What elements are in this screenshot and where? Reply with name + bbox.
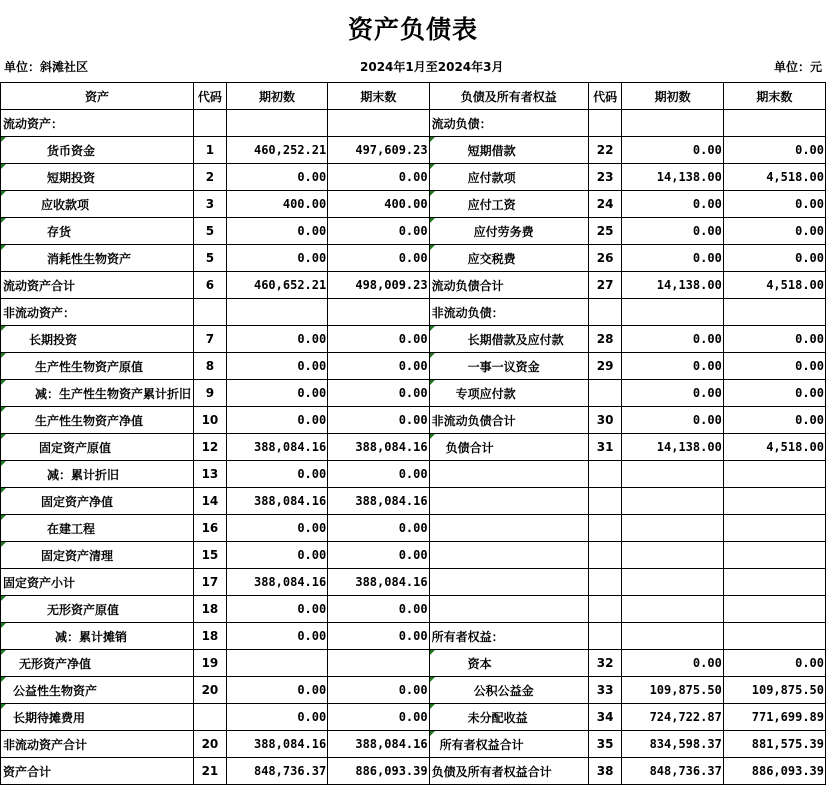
asset-opening-cell[interactable]: 388,084.16 (226, 569, 327, 596)
table-row (1, 164, 826, 191)
asset-code-cell[interactable]: 16 (194, 515, 227, 542)
asset-item-cell[interactable]: 生产性生物资产净值 (1, 407, 194, 434)
asset-closing-cell[interactable]: 388,084.16 (328, 488, 429, 515)
liability-code-cell[interactable]: 35 (588, 731, 622, 758)
asset-closing-cell[interactable]: 0.00 (328, 704, 429, 731)
asset-item-cell[interactable]: 固定资产净值 (1, 488, 194, 515)
liability-opening-cell[interactable]: 14,138.00 (622, 272, 723, 299)
liability-code-cell[interactable] (588, 542, 622, 569)
asset-opening-cell[interactable]: 0.00 (226, 353, 327, 380)
liability-item-cell[interactable] (429, 542, 588, 569)
asset-closing-cell[interactable] (328, 299, 429, 326)
liability-item-cell[interactable]: 一事一议资金 (429, 353, 588, 380)
liability-opening-cell[interactable]: 0.00 (622, 191, 723, 218)
asset-opening-cell[interactable] (226, 299, 327, 326)
table-row (1, 272, 826, 299)
liability-code-cell[interactable] (588, 299, 622, 326)
asset-code-cell[interactable] (194, 299, 227, 326)
asset-item-cell[interactable]: 长期待摊费用 (1, 704, 194, 731)
liability-code-cell[interactable] (588, 596, 622, 623)
liability-item-cell[interactable]: 公积公益金 (429, 677, 588, 704)
liability-opening-cell[interactable]: 0.00 (622, 380, 723, 407)
liability-item-cell[interactable]: 流动负债： (429, 110, 588, 137)
asset-code-cell[interactable]: 8 (194, 353, 227, 380)
liability-opening-cell[interactable]: 0.00 (622, 218, 723, 245)
asset-opening-cell[interactable]: 388,084.16 (226, 434, 327, 461)
asset-opening-cell[interactable]: 0.00 (226, 677, 327, 704)
liability-closing-cell[interactable] (723, 542, 825, 569)
table-row (1, 542, 826, 569)
asset-closing-cell[interactable]: 388,084.16 (328, 434, 429, 461)
table-row (1, 758, 826, 785)
liability-closing-cell[interactable]: 4,518.00 (723, 164, 825, 191)
asset-item-cell[interactable]: 短期投资 (1, 164, 194, 191)
liability-closing-cell[interactable] (723, 596, 825, 623)
liability-code-cell[interactable]: 27 (588, 272, 622, 299)
table-row (1, 461, 826, 488)
liability-code-cell[interactable] (588, 515, 622, 542)
header-opening[interactable]: 期初数 (226, 83, 327, 110)
liability-opening-cell[interactable]: 724,722.87 (622, 704, 723, 731)
liability-opening-cell[interactable]: 0.00 (622, 407, 723, 434)
liability-opening-cell[interactable] (622, 623, 723, 650)
asset-code-cell[interactable]: 9 (194, 380, 227, 407)
table-row (1, 704, 826, 731)
liability-item-cell[interactable] (429, 569, 588, 596)
liability-opening-cell[interactable] (622, 542, 723, 569)
asset-code-cell[interactable]: 13 (194, 461, 227, 488)
header-opening-2[interactable]: 期初数 (622, 83, 723, 110)
asset-item-cell[interactable]: 消耗性生物资产 (1, 245, 194, 272)
asset-opening-cell[interactable]: 0.00 (226, 596, 327, 623)
liability-code-cell[interactable] (588, 569, 622, 596)
report-title: 资产负债表 (347, 15, 478, 44)
liability-closing-cell[interactable]: 0.00 (723, 650, 825, 677)
asset-code-cell[interactable]: 12 (194, 434, 227, 461)
asset-opening-cell[interactable]: 460,652.21 (226, 272, 327, 299)
asset-closing-cell[interactable]: 388,084.16 (328, 569, 429, 596)
liability-code-cell[interactable] (588, 110, 622, 137)
asset-code-cell[interactable]: 14 (194, 488, 227, 515)
asset-item-cell[interactable]: 无形资产净值 (1, 650, 194, 677)
liability-code-cell[interactable] (588, 623, 622, 650)
currency-label: 单位：元 (773, 60, 822, 74)
liability-code-cell[interactable]: 22 (588, 137, 622, 164)
liability-closing-cell[interactable]: 0.00 (723, 218, 825, 245)
asset-opening-cell[interactable]: 0.00 (226, 704, 327, 731)
liability-code-cell[interactable]: 29 (588, 353, 622, 380)
liability-item-cell[interactable] (429, 515, 588, 542)
asset-opening-cell[interactable]: 388,084.16 (226, 731, 327, 758)
liability-opening-cell[interactable] (622, 488, 723, 515)
liability-code-cell[interactable]: 30 (588, 407, 622, 434)
header-closing-2[interactable]: 期末数 (723, 83, 825, 110)
liability-item-cell[interactable]: 应交税费 (429, 245, 588, 272)
liability-item-cell[interactable]: 长期借款及应付款 (429, 326, 588, 353)
liability-closing-cell[interactable]: 4,518.00 (723, 272, 825, 299)
asset-code-cell[interactable]: 1 (194, 137, 227, 164)
liability-opening-cell[interactable]: 0.00 (622, 650, 723, 677)
liability-code-cell[interactable]: 23 (588, 164, 622, 191)
liability-opening-cell[interactable]: 0.00 (622, 137, 723, 164)
asset-closing-cell[interactable] (328, 110, 429, 137)
asset-item-cell[interactable]: 无形资产原值 (1, 596, 194, 623)
asset-code-cell[interactable]: 18 (194, 623, 227, 650)
liability-opening-cell[interactable]: 109,875.50 (622, 677, 723, 704)
liability-code-cell[interactable]: 34 (588, 704, 622, 731)
table-row (1, 137, 826, 164)
asset-code-cell[interactable]: 5 (194, 218, 227, 245)
asset-item-cell[interactable]: 存货 (1, 218, 194, 245)
table-row (1, 677, 826, 704)
liability-code-cell[interactable]: 32 (588, 650, 622, 677)
liability-closing-cell[interactable]: 0.00 (723, 353, 825, 380)
asset-opening-cell[interactable]: 0.00 (226, 380, 327, 407)
asset-closing-cell[interactable]: 388,084.16 (328, 731, 429, 758)
liability-item-cell[interactable]: 应付劳务费 (429, 218, 588, 245)
liability-closing-cell[interactable] (723, 623, 825, 650)
liability-code-cell[interactable]: 26 (588, 245, 622, 272)
asset-opening-cell[interactable]: 0.00 (226, 164, 327, 191)
asset-opening-cell[interactable]: 460,252.21 (226, 137, 327, 164)
asset-closing-cell[interactable]: 0.00 (328, 515, 429, 542)
asset-code-cell[interactable]: 5 (194, 245, 227, 272)
liability-closing-cell[interactable] (723, 299, 825, 326)
liability-item-cell[interactable]: 资本 (429, 650, 588, 677)
liability-opening-cell[interactable]: 0.00 (622, 245, 723, 272)
asset-code-cell[interactable]: 19 (194, 650, 227, 677)
table-row (1, 245, 826, 272)
asset-opening-cell[interactable]: 0.00 (226, 623, 327, 650)
asset-closing-cell[interactable]: 0.00 (328, 218, 429, 245)
asset-code-cell[interactable]: 18 (194, 596, 227, 623)
asset-code-cell[interactable] (194, 704, 227, 731)
asset-closing-cell[interactable]: 497,609.23 (328, 137, 429, 164)
liability-code-cell[interactable]: 33 (588, 677, 622, 704)
asset-item-cell[interactable]: 应收款项 (1, 191, 194, 218)
liability-code-cell[interactable] (588, 488, 622, 515)
liability-item-cell[interactable]: 所有者权益： (429, 623, 588, 650)
asset-code-cell[interactable]: 7 (194, 326, 227, 353)
liability-code-cell[interactable]: 38 (588, 758, 622, 785)
header-asset[interactable]: 资产 (1, 83, 194, 110)
table-row (1, 434, 826, 461)
liability-item-cell[interactable]: 短期借款 (429, 137, 588, 164)
liability-item-cell[interactable]: 非流动负债： (429, 299, 588, 326)
asset-opening-cell[interactable]: 848,736.37 (226, 758, 327, 785)
liability-opening-cell[interactable] (622, 461, 723, 488)
asset-item-cell[interactable]: 流动资产： (1, 110, 194, 137)
liability-closing-cell[interactable]: 0.00 (723, 326, 825, 353)
liability-item-cell[interactable]: 应付款项 (429, 164, 588, 191)
table-row (1, 488, 826, 515)
asset-item-cell[interactable]: 生产性生物资产原值 (1, 353, 194, 380)
liability-code-cell[interactable]: 25 (588, 218, 622, 245)
asset-item-cell[interactable]: 非流动资产合计 (1, 731, 194, 758)
liability-closing-cell[interactable]: 0.00 (723, 407, 825, 434)
asset-opening-cell[interactable]: 0.00 (226, 326, 327, 353)
liability-item-cell[interactable]: 未分配收益 (429, 704, 588, 731)
asset-item-cell[interactable]: 长期投资 (1, 326, 194, 353)
asset-item-cell[interactable]: 减：生产性生物资产累计折旧 (1, 380, 194, 407)
asset-closing-cell[interactable]: 498,009.23 (328, 272, 429, 299)
liability-item-cell[interactable] (429, 488, 588, 515)
asset-item-cell[interactable]: 在建工程 (1, 515, 194, 542)
liability-item-cell[interactable] (429, 596, 588, 623)
asset-closing-cell[interactable]: 0.00 (328, 245, 429, 272)
liability-item-cell[interactable]: 应付工资 (429, 191, 588, 218)
asset-closing-cell[interactable]: 0.00 (328, 542, 429, 569)
asset-code-cell[interactable]: 20 (194, 731, 227, 758)
asset-item-cell[interactable]: 非流动资产： (1, 299, 194, 326)
report-period: 2024年1月至2024年3月 (360, 60, 504, 74)
liability-closing-cell[interactable]: 886,093.39 (723, 758, 825, 785)
asset-closing-cell[interactable]: 0.00 (328, 353, 429, 380)
liability-closing-cell[interactable] (723, 488, 825, 515)
liability-opening-cell[interactable]: 14,138.00 (622, 164, 723, 191)
table-row (1, 569, 826, 596)
asset-code-cell[interactable]: 10 (194, 407, 227, 434)
liability-closing-cell[interactable]: 0.00 (723, 380, 825, 407)
liability-closing-cell[interactable] (723, 110, 825, 137)
asset-closing-cell[interactable]: 0.00 (328, 623, 429, 650)
asset-closing-cell[interactable]: 0.00 (328, 164, 429, 191)
asset-item-cell[interactable]: 固定资产清理 (1, 542, 194, 569)
liability-closing-cell[interactable] (723, 569, 825, 596)
liability-item-cell[interactable]: 负债合计 (429, 434, 588, 461)
asset-item-cell[interactable]: 减：累计摊销 (1, 623, 194, 650)
liability-closing-cell[interactable] (723, 461, 825, 488)
liability-code-cell[interactable]: 24 (588, 191, 622, 218)
asset-item-cell[interactable]: 货币资金 (1, 137, 194, 164)
asset-closing-cell[interactable]: 400.00 (328, 191, 429, 218)
liability-closing-cell[interactable]: 0.00 (723, 191, 825, 218)
asset-opening-cell[interactable] (226, 110, 327, 137)
asset-opening-cell[interactable]: 0.00 (226, 515, 327, 542)
liability-closing-cell[interactable] (723, 515, 825, 542)
asset-code-cell[interactable]: 15 (194, 542, 227, 569)
asset-closing-cell[interactable]: 0.00 (328, 407, 429, 434)
asset-code-cell[interactable]: 17 (194, 569, 227, 596)
header-row (1, 83, 826, 110)
table-row (1, 299, 826, 326)
asset-item-cell[interactable]: 固定资产原值 (1, 434, 194, 461)
liability-item-cell[interactable]: 非流动负债合计 (429, 407, 588, 434)
asset-opening-cell[interactable]: 388,084.16 (226, 488, 327, 515)
liability-item-cell[interactable] (429, 461, 588, 488)
table-row (1, 623, 826, 650)
unit-label: 单位：斜滩社区 (4, 60, 89, 74)
header-liability[interactable]: 负债及所有者权益 (429, 83, 588, 110)
header-code-2[interactable]: 代码 (588, 83, 622, 110)
table-row (1, 218, 826, 245)
liability-opening-cell[interactable] (622, 299, 723, 326)
liability-opening-cell[interactable]: 0.00 (622, 353, 723, 380)
liability-closing-cell[interactable]: 0.00 (723, 245, 825, 272)
asset-closing-cell[interactable]: 0.00 (328, 596, 429, 623)
liability-opening-cell[interactable] (622, 515, 723, 542)
liability-code-cell[interactable] (588, 380, 622, 407)
asset-item-cell[interactable]: 流动资产合计 (1, 272, 194, 299)
asset-code-cell[interactable] (194, 110, 227, 137)
header-code[interactable]: 代码 (194, 83, 227, 110)
liability-closing-cell[interactable]: 771,699.89 (723, 704, 825, 731)
liability-opening-cell[interactable] (622, 569, 723, 596)
asset-opening-cell[interactable]: 0.00 (226, 245, 327, 272)
liability-item-cell[interactable]: 流动负债合计 (429, 272, 588, 299)
table-row (1, 650, 826, 677)
asset-code-cell[interactable]: 2 (194, 164, 227, 191)
liability-closing-cell[interactable]: 0.00 (723, 137, 825, 164)
asset-closing-cell[interactable]: 0.00 (328, 326, 429, 353)
liability-opening-cell[interactable]: 0.00 (622, 326, 723, 353)
table-row (1, 110, 826, 137)
asset-closing-cell[interactable]: 0.00 (328, 380, 429, 407)
table-row (1, 326, 826, 353)
asset-closing-cell[interactable]: 0.00 (328, 461, 429, 488)
table-row (1, 353, 826, 380)
liability-opening-cell[interactable] (622, 596, 723, 623)
asset-item-cell[interactable]: 减：累计折旧 (1, 461, 194, 488)
liability-opening-cell[interactable]: 834,598.37 (622, 731, 723, 758)
asset-closing-cell[interactable] (328, 650, 429, 677)
header-closing[interactable]: 期末数 (328, 83, 429, 110)
liability-item-cell[interactable]: 专项应付款 (429, 380, 588, 407)
liability-closing-cell[interactable]: 4,518.00 (723, 434, 825, 461)
table-row (1, 515, 826, 542)
asset-closing-cell[interactable]: 0.00 (328, 677, 429, 704)
liability-item-cell[interactable]: 负债及所有者权益合计 (429, 758, 588, 785)
table-row (1, 191, 826, 218)
asset-code-cell[interactable]: 6 (194, 272, 227, 299)
liability-closing-cell[interactable]: 109,875.50 (723, 677, 825, 704)
table-row (1, 380, 826, 407)
asset-opening-cell[interactable]: 0.00 (226, 461, 327, 488)
asset-code-cell[interactable]: 20 (194, 677, 227, 704)
liability-opening-cell[interactable] (622, 110, 723, 137)
asset-item-cell[interactable]: 固定资产小计 (1, 569, 194, 596)
liability-item-cell[interactable]: 所有者权益合计 (429, 731, 588, 758)
asset-opening-cell[interactable] (226, 650, 327, 677)
asset-item-cell[interactable]: 公益性生物资产 (1, 677, 194, 704)
liability-code-cell[interactable]: 31 (588, 434, 622, 461)
liability-opening-cell[interactable]: 14,138.00 (622, 434, 723, 461)
table-row (1, 596, 826, 623)
table-row (1, 407, 826, 434)
asset-opening-cell[interactable]: 0.00 (226, 542, 327, 569)
balance-sheet-table (0, 82, 826, 785)
asset-code-cell[interactable]: 3 (194, 191, 227, 218)
liability-code-cell[interactable] (588, 461, 622, 488)
asset-item-cell[interactable]: 资产合计 (1, 758, 194, 785)
asset-opening-cell[interactable]: 0.00 (226, 218, 327, 245)
asset-code-cell[interactable]: 21 (194, 758, 227, 785)
asset-opening-cell[interactable]: 0.00 (226, 407, 327, 434)
liability-closing-cell[interactable]: 881,575.39 (723, 731, 825, 758)
asset-opening-cell[interactable]: 400.00 (226, 191, 327, 218)
asset-closing-cell[interactable]: 886,093.39 (328, 758, 429, 785)
table-row (1, 731, 826, 758)
liability-opening-cell[interactable]: 848,736.37 (622, 758, 723, 785)
liability-code-cell[interactable]: 28 (588, 326, 622, 353)
